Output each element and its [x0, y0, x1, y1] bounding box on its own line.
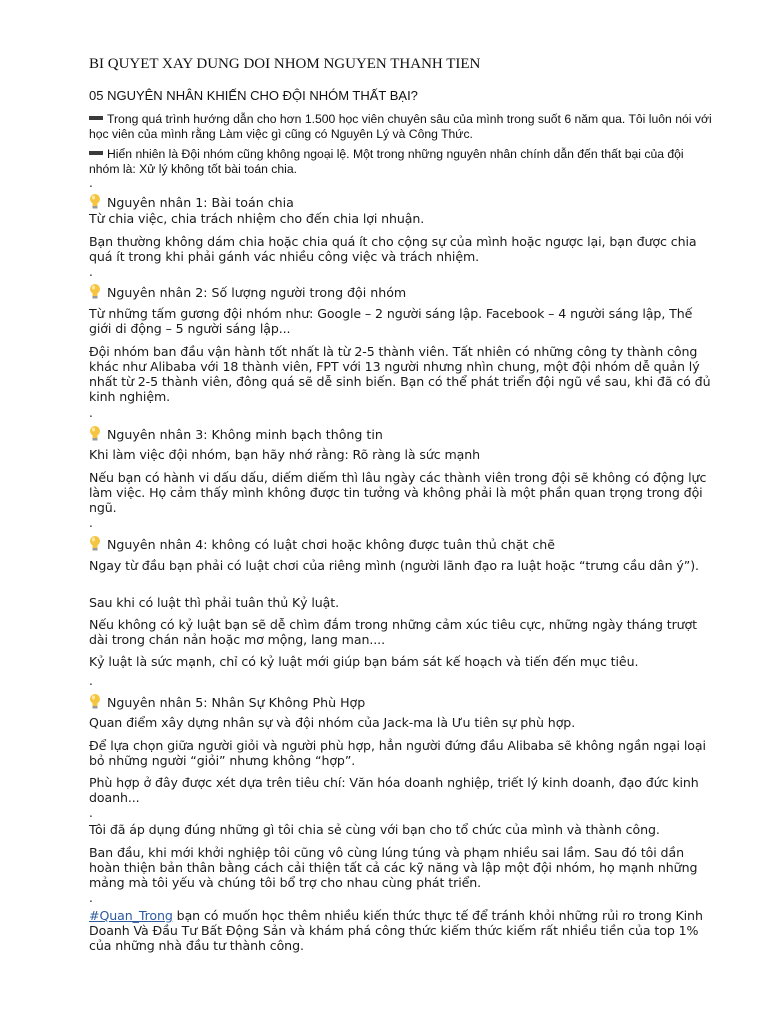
closing-paragraph-2: Ban đầu, khi mới khởi nghiệp tôi cũng vô cùng lúng túng và phạm nhiều sai lầm. Sau đó tôi dần hoàn thiện bản thân bằng cách cải thiện tất cả các kỹ năng và lập một đội nhóm, họ mạnh những mảng mà tôi yếu và chúng tôi bổ trợ cho nhau cùng phát triển. [89, 845, 698, 890]
reason-4-paragraph-4: Kỷ luật là sức mạnh, chỉ có kỷ luật mới giúp bạn bám sát kế hoạch và tiến đến mục tiêu. [89, 654, 639, 669]
reason-4-paragraph-3: Nếu không có kỷ luật bạn sẽ dễ chìm đắm trong những cảm xúc tiêu cực, những ngày tháng trượt dài trong chán nản hoặc mơ mộng, lang man.... [89, 617, 698, 647]
heavy-minus-icon [89, 116, 103, 120]
final-paragraph [89, 908, 713, 953]
separator-dot: . [89, 674, 93, 688]
separator-dot: . [89, 265, 93, 279]
document-subtitle: 05 NGUYÊN NHÂN KHIẾN CHO ĐỘI NHÓM THẤT BẠI? [89, 88, 418, 103]
reason-3-paragraph-1: Khi làm việc đội nhóm, bạn hãy nhớ rằng: Rõ ràng là sức mạnh [89, 447, 481, 462]
reason-4-paragraph-2: Sau khi có luật thì phải tuân thủ Kỷ luật. [89, 595, 340, 610]
light-bulb-icon [89, 693, 101, 710]
reason-1-paragraph-1: Từ chia việc, chia trách nhiệm cho đến chia lợi nhuận. [89, 211, 425, 226]
reason-5-heading: Nguyên nhân 5: Nhân Sự Không Phù Hợp [89, 693, 365, 711]
intro-paragraph-1: Trong quá trình hướng dẫn cho hơn 1.500 học viên chuyên sâu của mình trong suốt 6 năm qua. Tôi luôn nói với học viên của mình rằng Làm việc gì cũng có Nguyên Lý và Công Thức. [89, 112, 712, 141]
reason-1-heading: Nguyên nhân 1: Bài toán chia [89, 193, 294, 211]
reason-5-paragraph-2: Để lựa chọn giữa người giỏi và người phù hợp, hẳn người đứng đầu Alibaba sẽ không ngần ngại loại bỏ những người “giỏi” nhưng không “hợp”. [89, 738, 706, 768]
reason-2-paragraph-1: Từ những tấm gương đội nhóm như: Google – 2 người sáng lập. Facebook – 4 người sáng lập, Thế giới di động – 5 người sáng lập... [89, 306, 693, 336]
reason-5-paragraph-3: Phù hợp ở đây được xét dựa trên tiêu chí: Văn hóa doanh nghiệp, triết lý kinh doanh, đạo đức kinh doanh... [89, 775, 699, 805]
reason-1-paragraph-2: Bạn thường không dám chia hoặc chia quá ít cho cộng sự của mình hoặc ngược lại, bạn được chia quá ít trong khi phải gánh vác nhiều công việc và trách nhiệm. [89, 234, 697, 264]
light-bulb-icon [89, 535, 101, 552]
reason-3-heading: Nguyên nhân 3: Không minh bạch thông tin [89, 425, 383, 443]
separator-dot: . [89, 891, 93, 905]
separator-dot: . [89, 406, 93, 420]
separator-dot: . [89, 516, 93, 530]
light-bulb-icon [89, 425, 101, 442]
document-title: BI QUYET XAY DUNG DOI NHOM NGUYEN THANH TIEN [89, 56, 481, 72]
final-text: bạn có muốn học thêm nhiều kiến thức thực tế để tránh khỏi những rủi ro trong Kinh Doanh Và Đầu Tư Bất Động Sản và khám phá công thức kiếm thức kiếm rất nhiều tiền của top 1% của những nhà đầu tư thành công. [89, 908, 703, 953]
reason-4-heading: Nguyên nhân 4: không có luật chơi hoặc không được tuân thủ chặt chẽ [89, 535, 555, 553]
reason-5-paragraph-1: Quan điểm xây dựng nhân sự và đội nhóm của Jack-ma là Ưu tiên sự phù hợp. [89, 715, 576, 730]
heavy-minus-icon [89, 151, 103, 155]
hashtag-link[interactable]: #Quan_Trong [89, 908, 173, 923]
light-bulb-icon [89, 193, 101, 210]
closing-paragraph-1: Tôi đã áp dụng đúng những gì tôi chia sẻ cùng với bạn cho tổ chức của mình và thành công. [89, 822, 660, 837]
separator-dot: . [89, 176, 93, 190]
intro-paragraph-2: Hiển nhiên là Đội nhóm cũng không ngoại lệ. Một trong những nguyên nhân chính dẫn đến thất bại của đội nhóm là: Xử lý không tốt bài toán chia. [89, 147, 684, 176]
light-bulb-icon [89, 283, 101, 300]
reason-4-paragraph-1: Ngay từ đầu bạn phải có luật chơi của riêng mình (người lãnh đạo ra luật hoặc “trưng cầu dân ý”). [89, 558, 699, 573]
reason-2-heading: Nguyên nhân 2: Số lượng người trong đội nhóm [89, 283, 406, 301]
separator-dot: . [89, 806, 93, 820]
reason-3-paragraph-2: Nếu bạn có hành vi dấu dấu, diếm diếm thì lâu ngày các thành viên trong đội sẽ không có động lực làm việc. Họ cảm thấy mình không được tin tưởng và không phải là một phần quan trọng trong đội ngũ. [89, 470, 707, 515]
reason-2-paragraph-2: Đội nhóm ban đầu vận hành tốt nhất là từ 2-5 thành viên. Tất nhiên có những công ty thành công khác như Alibaba với 18 thành viên, FPT với 13 người nhưng nhìn chung, một đội nhóm dễ quản lý nhất từ 2-5 thành viên, đông quá sẽ dễ sinh biến. Bạn có thể phát triển đội ngũ về sau, khi đã có đủ kinh nghiệm. [89, 344, 711, 404]
